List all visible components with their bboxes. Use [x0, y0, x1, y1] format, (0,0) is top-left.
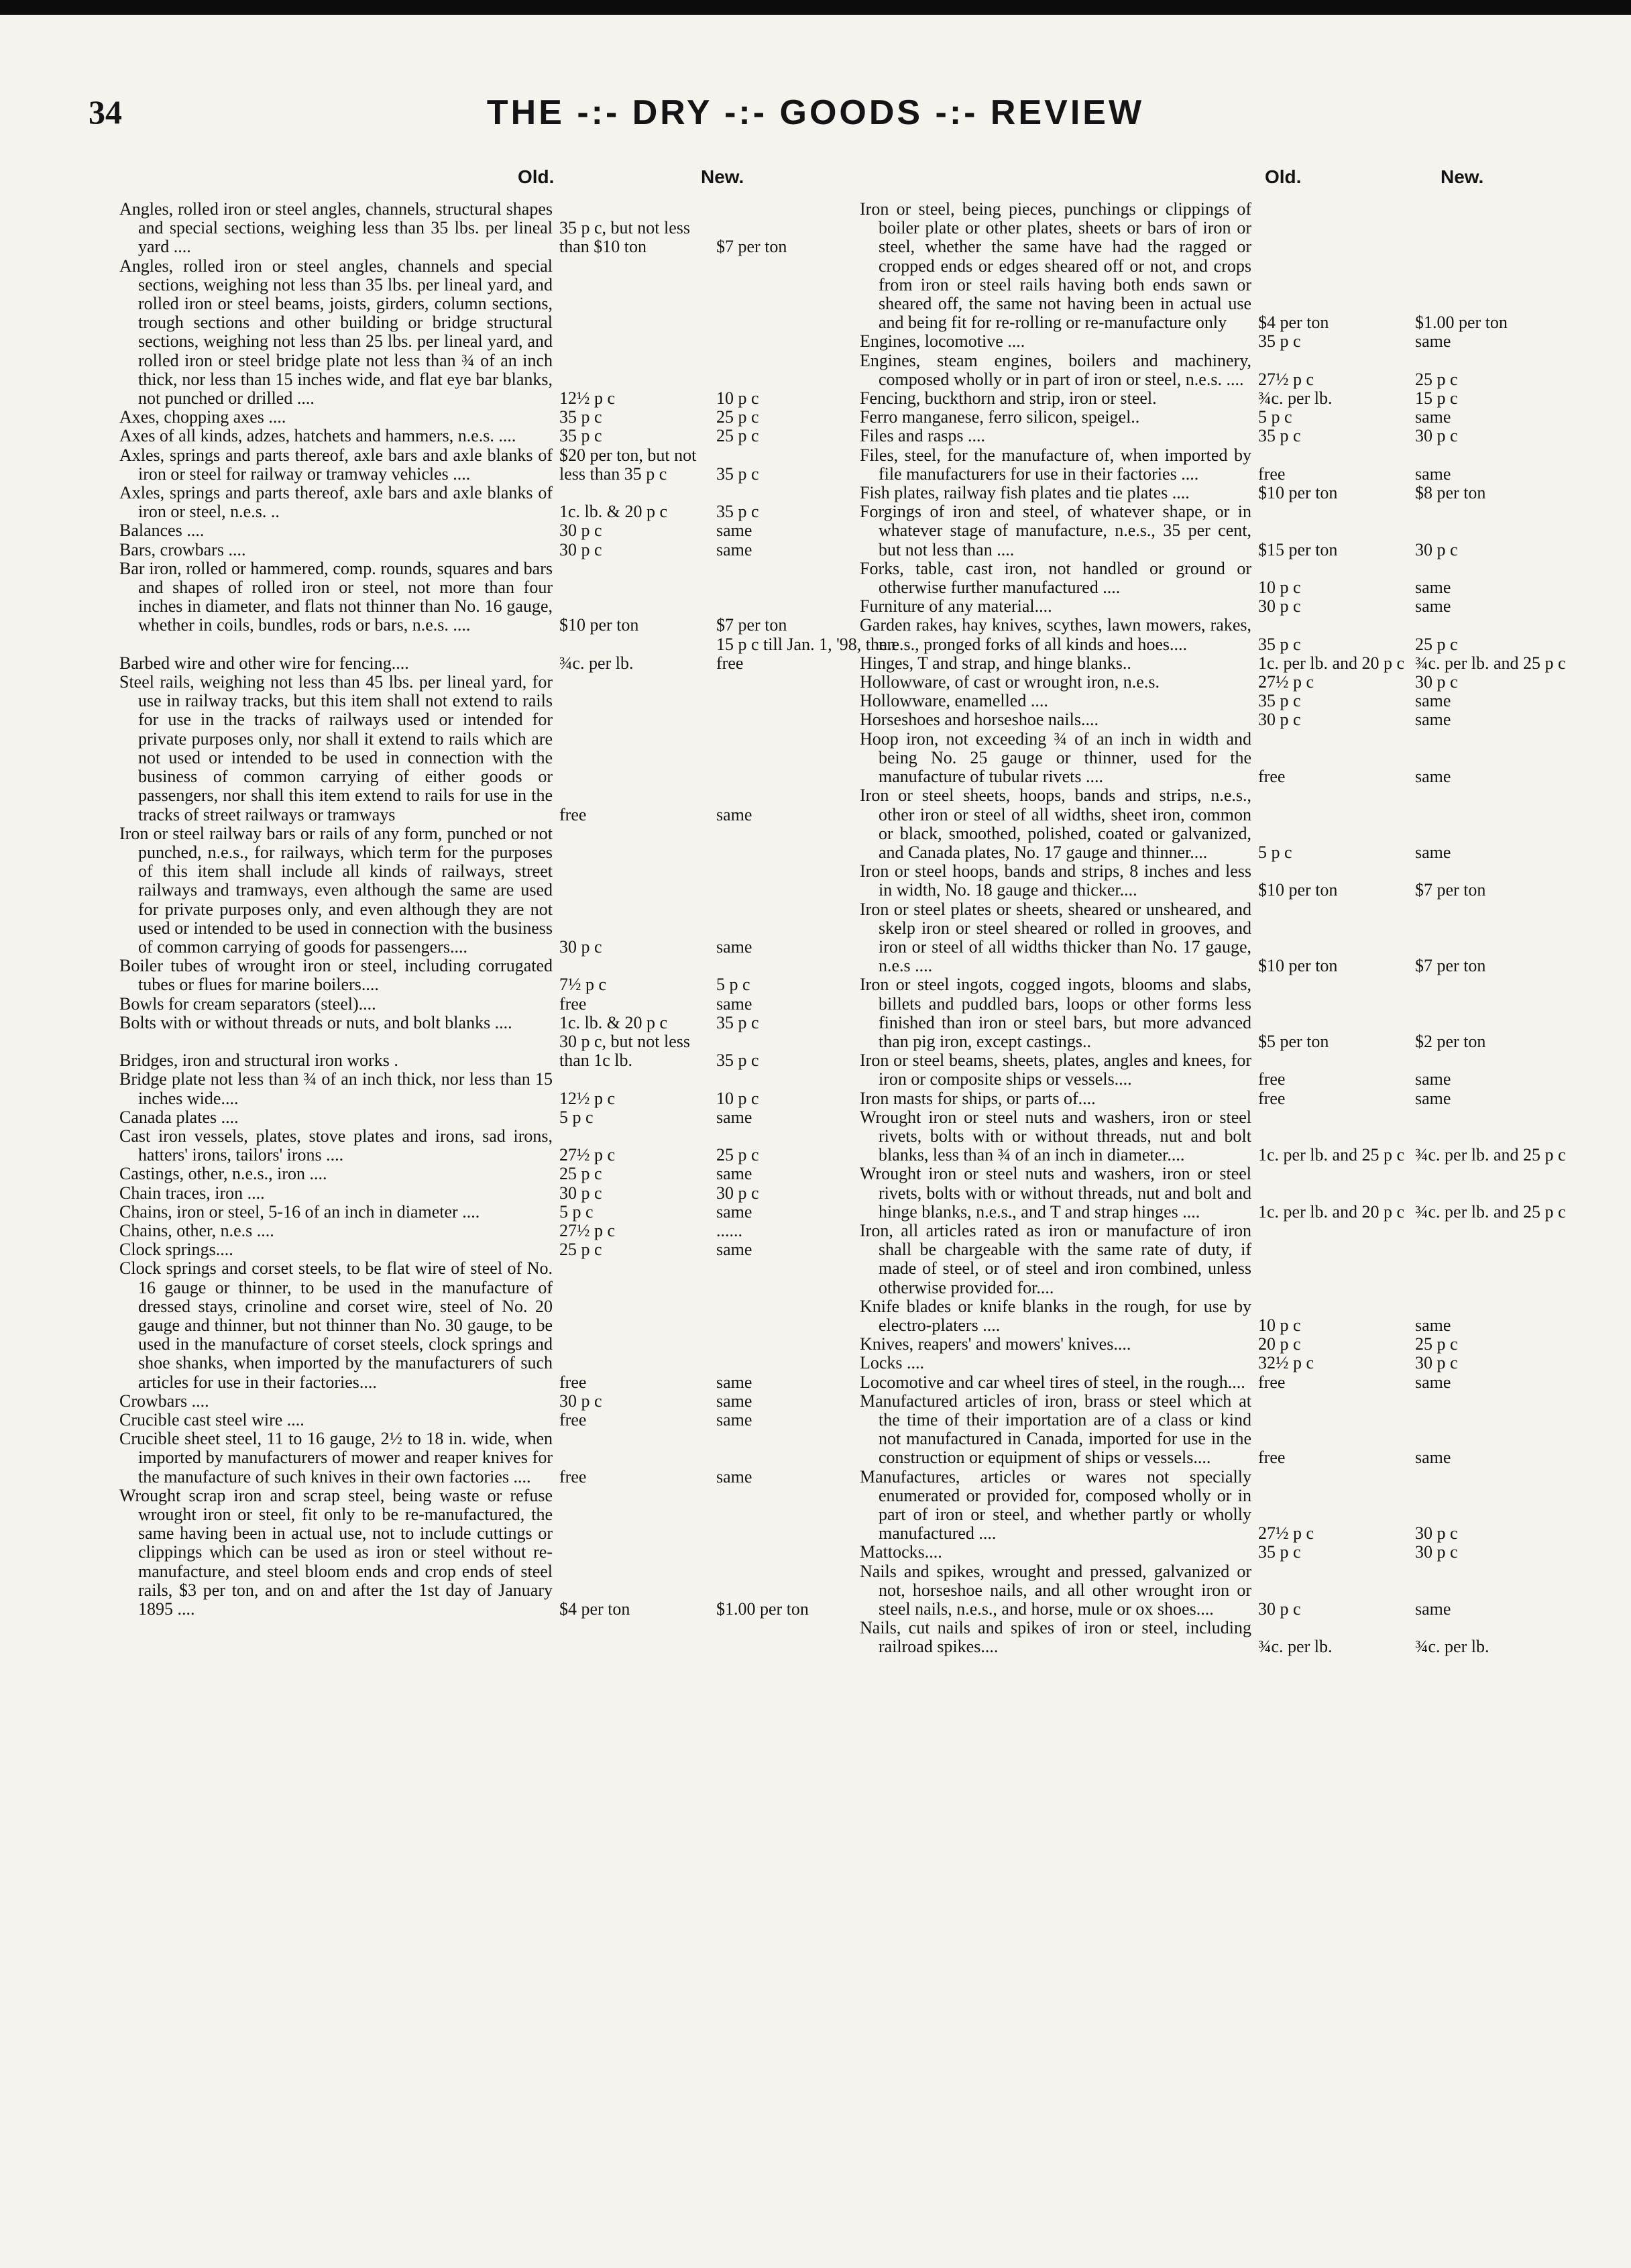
item-description: Fencing, buckthorn and strip, iron or steel.: [860, 388, 1157, 409]
tariff-row: [860, 1335, 1610, 1354]
old-duty: 1c. per lb. and 20 p c: [1258, 653, 1405, 673]
old-duty: 35 p c: [559, 426, 602, 446]
tariff-row: [119, 1108, 904, 1127]
old-duty: 5 p c: [559, 1201, 594, 1222]
new-duty: same: [716, 1240, 752, 1260]
item-description: Hollowware, of cast or wrought iron, n.e.s.: [860, 672, 1160, 692]
left-tariff-column: [119, 200, 904, 1619]
old-duty: 5 p c: [1258, 407, 1292, 427]
new-duty: same: [716, 1201, 752, 1222]
item-description: Fish plates, railway fish plates and tie plates ....: [860, 483, 1190, 503]
new-duty: $8 per ton: [1415, 483, 1486, 503]
item-description: Nails, cut nails and spikes of iron or steel, including railroad spikes....: [860, 1618, 1251, 1657]
tariff-row: [860, 975, 1610, 1051]
left-old-heading: Old.: [518, 166, 555, 187]
tariff-row: [119, 1240, 904, 1259]
tariff-row: [860, 1373, 1610, 1392]
old-duty: ¾c. per lb.: [1258, 388, 1333, 409]
item-description: Angles, rolled iron or steel angles, channels and special sections, weighing not less than 35 lbs. per lineal yard, and rolled iron or steel beams, joists, girders, column sections, trough sections and other building or bridge structural sections, weighing not less than 25 lbs. per lineal yard, and rolled iron or steel bridge plate not less than ¾ of an inch thick, nor less than 15 inches wide, and flat eye bar blanks, not punched or drilled ....: [119, 256, 553, 409]
item-description: Wrought iron or steel nuts and washers, iron or steel rivets, bolts with or without threads, nut and bolt and hinge blanks, n.e.s., and T and strap hinges ....: [860, 1164, 1251, 1222]
new-duty: same: [1415, 1448, 1451, 1468]
tariff-row: [860, 408, 1610, 427]
new-duty: 30 p c: [716, 1183, 759, 1203]
old-duty: 30 p c: [1258, 1599, 1301, 1619]
new-duty: same: [716, 993, 752, 1014]
old-duty: 27½ p c: [1258, 1523, 1314, 1544]
item-description: Axles, springs and parts thereof, axle bars and axle blanks of iron or steel, n.e.s. ..: [119, 483, 553, 522]
tariff-row: [119, 673, 904, 824]
item-description: Cast iron vessels, plates, stove plates and irons, sad irons, hatters' irons, tailors' irons ....: [119, 1126, 553, 1165]
new-duty: same: [1415, 407, 1451, 427]
tariff-row: [119, 484, 904, 521]
old-duty: 1c. per lb. and 20 p c: [1258, 1201, 1405, 1222]
tariff-row: [860, 1392, 1610, 1468]
tariff-row: [860, 332, 1610, 351]
item-description: Axes of all kinds, adzes, hatchets and hammers, n.e.s. ....: [119, 426, 516, 446]
tariff-row: [860, 1051, 1610, 1089]
old-duty: free: [1258, 464, 1286, 484]
item-description: Knife blades or knife blanks in the rough, for use by electro-platers ....: [860, 1296, 1251, 1335]
right-old-heading: Old.: [1265, 166, 1302, 187]
new-duty: 35 p c: [716, 1050, 759, 1071]
tariff-row: [860, 200, 1610, 332]
new-duty: same: [1415, 464, 1451, 484]
item-description: Hoop iron, not exceeding ¾ of an inch in width and being No. 25 gauge or thinner, used for the manufacture of tubular rivets ....: [860, 728, 1251, 787]
new-duty: $7 per ton: [1415, 956, 1486, 976]
item-description: Wrought iron or steel nuts and washers, iron or steel rivets, bolts with or without threads, nut and bolt blanks, less than ¾ of an inch in diameter....: [860, 1107, 1251, 1165]
new-duty: same: [716, 1164, 752, 1184]
item-description: Manufactures, articles or wares not specially enumerated or provided for, composed wholly or in part of iron or steel, and whether partly or wholly manufactured ....: [860, 1466, 1251, 1544]
tariff-row: [860, 1165, 1610, 1222]
old-duty: 5 p c: [1258, 842, 1292, 862]
tariff-row: [860, 654, 1610, 673]
tariff-row: [860, 352, 1610, 389]
new-duty: ......: [716, 1220, 742, 1240]
new-duty: same: [716, 1372, 752, 1392]
tariff-row: [860, 446, 1610, 484]
tariff-row: [860, 1562, 1610, 1619]
item-description: Locomotive and car wheel tires of steel, in the rough....: [860, 1372, 1245, 1392]
old-duty: 35 p c: [1258, 426, 1301, 446]
tariff-row: [860, 559, 1610, 597]
tariff-row: [119, 1203, 904, 1222]
tariff-row: [860, 1354, 1610, 1372]
tariff-row: [119, 824, 904, 957]
new-duty: $7 per ton: [716, 237, 787, 257]
item-description: Files, steel, for the manufacture of, when imported by file manufacturers for use in their factories ....: [860, 445, 1251, 484]
left-new-heading: New.: [701, 166, 744, 187]
scan-top-border: [0, 0, 1631, 15]
tariff-row: [119, 1411, 904, 1429]
item-description: Iron or steel plates or sheets, sheared or unsheared, and skelp iron or steel sheared or rolled in grooves, and iron or steel of all widths thicker than No. 17 gauge, n.e.s ....: [860, 899, 1251, 976]
tariff-row: [119, 559, 904, 635]
old-duty: $20 per ton, but not less than 35 p c: [559, 445, 697, 484]
old-duty: free: [559, 1410, 587, 1429]
old-duty: free: [1258, 1088, 1286, 1108]
new-duty: same: [1415, 1372, 1451, 1392]
old-duty: $5 per ton: [1258, 1031, 1329, 1051]
tariff-row: [119, 427, 904, 445]
tariff-row: [119, 1222, 904, 1240]
item-description: Axes, chopping axes ....: [119, 407, 286, 427]
old-duty: 10 p c: [1258, 1315, 1301, 1335]
tariff-row: [860, 502, 1610, 559]
new-duty: 25 p c: [716, 426, 759, 446]
item-description: Wrought scrap iron and scrap steel, being waste or refuse wrought iron or steel, fit only to be re-manufactured, the same having been in actual use, not to include cuttings or clippings which can be used as iron or steel without re-manufacture, and steel bloom ends and crop ends of steel rails, $3 per ton, and on and after the 1st day of January 1895 ....: [119, 1485, 553, 1619]
old-duty: 5 p c: [559, 1107, 594, 1127]
right-new-heading: New.: [1441, 166, 1484, 187]
new-duty: 10 p c: [716, 1088, 759, 1108]
tariff-row: [119, 1032, 904, 1070]
tariff-row: [119, 408, 904, 427]
new-duty: same: [716, 539, 752, 559]
tariff-row: [119, 200, 904, 257]
item-description: Hollowware, enamelled ....: [860, 691, 1048, 711]
old-duty: 27½ p c: [559, 1220, 616, 1240]
new-duty: 10 p c: [716, 388, 759, 409]
new-duty: $7 per ton: [716, 615, 787, 635]
old-duty: $10 per ton: [559, 615, 639, 635]
old-duty: $10 per ton: [1258, 880, 1338, 900]
item-description: Forgings of iron and steel, of whatever shape, or in whatever stage of manufacture, n.e.s., 35 per cent, but not less than ....: [860, 502, 1251, 559]
new-duty: same: [1415, 578, 1451, 598]
old-duty: 30 p c, but not less than 1c lb.: [559, 1031, 690, 1071]
new-duty: 30 p c: [1415, 1353, 1458, 1373]
old-duty: $10 per ton: [1258, 483, 1338, 503]
old-duty: $4 per ton: [1258, 313, 1329, 333]
item-description: Axles, springs and parts thereof, axle bars and axle blanks of iron or steel for railway or tramway vehicles ....: [119, 445, 553, 484]
new-duty: same: [716, 521, 752, 541]
tariff-row: [119, 1127, 904, 1165]
old-duty: 10 p c: [1258, 578, 1301, 598]
new-duty: same: [716, 804, 752, 824]
new-duty: 5 p c: [716, 975, 750, 995]
new-duty: 30 p c: [1415, 426, 1458, 446]
new-duty: 30 p c: [1415, 1523, 1458, 1544]
new-duty: 30 p c: [1415, 539, 1458, 559]
old-duty: ¾c. per lb.: [559, 653, 634, 673]
old-duty: 1c. lb. & 20 p c: [559, 1012, 668, 1032]
old-duty: 30 p c: [559, 1391, 602, 1411]
new-duty: 25 p c: [716, 1145, 759, 1165]
tariff-row: [119, 1487, 904, 1619]
item-description: Hinges, T and strap, and hinge blanks..: [860, 653, 1131, 673]
tariff-row: [119, 1429, 904, 1487]
item-description: Iron or steel sheets, hoops, bands and strips, n.e.s., other iron or steel of all widths, sheet iron, common or black, smoothed, polished, coated or galvanized, and Canada plates, No. 17 gauge and thinner....: [860, 786, 1251, 862]
old-duty: free: [1258, 1372, 1286, 1392]
tariff-row: [860, 692, 1610, 710]
old-duty: 35 p c: [559, 407, 602, 427]
new-duty: ¾c. per lb.: [1415, 1637, 1489, 1657]
tariff-row: [860, 427, 1610, 445]
item-description: Crucible cast steel wire ....: [119, 1410, 304, 1429]
new-duty: same: [1415, 1069, 1451, 1089]
tariff-row: [860, 389, 1610, 408]
new-duty: 25 p c: [716, 407, 759, 427]
tariff-row: [119, 1184, 904, 1203]
item-description: Chain traces, iron ....: [119, 1183, 265, 1203]
new-duty: 35 p c: [716, 1012, 759, 1032]
new-duty: same: [716, 1410, 752, 1429]
item-description: Knives, reapers' and mowers' knives....: [860, 1334, 1131, 1354]
new-duty: same: [1415, 691, 1451, 711]
old-duty: free: [1258, 1069, 1286, 1089]
old-duty: ¾c. per lb.: [1258, 1637, 1333, 1657]
new-duty: same: [716, 1466, 752, 1487]
new-duty: same: [1415, 331, 1451, 352]
old-duty: 30 p c: [559, 936, 602, 957]
tariff-row: [860, 1297, 1610, 1335]
tariff-row: [860, 484, 1610, 502]
page-number: 34: [89, 93, 122, 131]
old-duty: $4 per ton: [559, 1599, 630, 1619]
new-duty: $1.00 per ton: [1415, 313, 1508, 333]
tariff-row: [119, 1014, 904, 1032]
tariff-row: [119, 957, 904, 994]
tariff-row: [860, 1222, 1610, 1297]
old-duty: 30 p c: [559, 521, 602, 541]
old-duty: free: [559, 993, 587, 1014]
new-duty: 25 p c: [1415, 1334, 1458, 1354]
item-description: Files and rasps ....: [860, 426, 986, 446]
old-duty: 30 p c: [1258, 596, 1301, 616]
right-tariff-column: [860, 200, 1610, 1657]
old-duty: free: [559, 804, 587, 824]
old-duty: 12½ p c: [559, 388, 616, 409]
item-description: Clock springs....: [119, 1240, 233, 1260]
new-duty: same: [1415, 767, 1451, 787]
new-duty: 35 p c: [716, 502, 759, 522]
old-duty: 27½ p c: [1258, 672, 1314, 692]
new-duty: $7 per ton: [1415, 880, 1486, 900]
new-duty: same: [1415, 842, 1451, 862]
new-duty: $2 per ton: [1415, 1031, 1486, 1051]
item-description: Bar iron, rolled or hammered, comp. rounds, squares and bars and shapes of rolled iron or steel, not more than four inches in diameter, and flats not thinner than No. 16 gauge, whether in coils, bundles, rods or bars, n.e.s. ....: [119, 558, 553, 635]
item-description: Bridge plate not less than ¾ of an inch thick, nor less than 15 inches wide....: [119, 1069, 553, 1108]
old-duty: $10 per ton: [1258, 956, 1338, 976]
old-duty: 27½ p c: [1258, 369, 1314, 389]
old-duty: 25 p c: [559, 1240, 602, 1260]
tariff-row: [119, 541, 904, 559]
tariff-row: [860, 1108, 1610, 1165]
item-description: Clock springs and corset steels, to be flat wire of steel of No. 16 gauge or thinner, to be used in the manufacture of dressed stays, crinoline and corset wire, steel of No. 20 gauge and thinner, but not thinner than No. 30 gauge, to be used in the manufacture of corset steels, clock springs and shoe shanks, when imported by the manufacturers of such articles for use in their factories....: [119, 1258, 553, 1392]
new-duty: same: [1415, 596, 1451, 616]
new-duty: same: [1415, 1599, 1451, 1619]
old-duty: 35 p c: [1258, 331, 1301, 352]
new-duty: same: [716, 1391, 752, 1411]
tariff-row: [119, 995, 904, 1014]
item-description: Locks ....: [860, 1353, 925, 1373]
old-duty: 7½ p c: [559, 975, 607, 995]
item-description: Bars, crowbars ....: [119, 539, 246, 559]
new-duty: same: [716, 1107, 752, 1127]
old-duty: 30 p c: [1258, 710, 1301, 730]
old-duty: 35 p c: [1258, 1542, 1301, 1562]
item-description: Iron or steel railway bars or rails of any form, punched or not punched, n.e.s., for railways, which term for the purposes of this item shall include all kinds of railways, street railways and tramways, even although the same are used for private purposes only, and even although they are not used or intended to be used in connection with the business of common carrying of goods for passengers....: [119, 823, 553, 957]
new-duty: 15 p c: [1415, 388, 1458, 409]
old-duty: free: [1258, 767, 1286, 787]
item-description: Bowls for cream separators (steel)....: [119, 993, 376, 1014]
new-duty: 30 p c: [1415, 1542, 1458, 1562]
tariff-row: [860, 900, 1610, 976]
tariff-row: [860, 710, 1610, 729]
item-description: Garden rakes, hay knives, scythes, lawn mowers, rakes, n.e.s., pronged forks of all kinds and hoes....: [860, 615, 1251, 654]
tariff-row: [860, 673, 1610, 692]
item-description: Iron or steel, being pieces, punchings or clippings of boiler plate or other plates, sheets or bars of iron or steel, whether the same have had the ragged or cropped ends or edges sheared off or not, and crops from iron or steel rails having both ends sawn or sheared off, the same not having been in actual use and being fit for re-rolling or re-manufacture only: [860, 199, 1251, 333]
item-description: Iron or steel beams, sheets, plates, angles and knees, for iron or composite ships or vessels....: [860, 1050, 1251, 1089]
item-description: Forks, table, cast iron, not handled or ground or otherwise further manufactured ....: [860, 558, 1251, 598]
new-duty: ¾c. per lb. and 25 p c: [1415, 1145, 1566, 1165]
item-description: Engines, locomotive ....: [860, 331, 1025, 352]
new-duty: ¾c. per lb. and 25 p c: [1415, 1201, 1566, 1222]
new-duty: same: [1415, 710, 1451, 730]
old-duty: 32½ p c: [1258, 1353, 1314, 1373]
old-duty: 30 p c: [559, 539, 602, 559]
item-description: Boiler tubes of wrought iron or steel, including corrugated tubes or flues for marine boilers....: [119, 956, 553, 995]
page-title: THE -:- DRY -:- GOODS -:- REVIEW: [486, 93, 1145, 132]
new-duty: same: [716, 936, 752, 957]
old-duty: 25 p c: [559, 1164, 602, 1184]
tariff-row: [119, 635, 904, 673]
item-description: Furniture of any material....: [860, 596, 1052, 616]
old-duty: free: [1258, 1448, 1286, 1468]
tariff-row: [860, 1619, 1610, 1656]
new-duty: 15 p c till Jan. 1, '98, then free: [716, 634, 896, 673]
tariff-row: [860, 1543, 1610, 1562]
old-duty: 35 p c, but not less than $10 ton: [559, 218, 690, 257]
tariff-row: [860, 786, 1610, 862]
tariff-row: [119, 1070, 904, 1108]
new-duty: ¾c. per lb. and 25 p c: [1415, 653, 1566, 673]
item-description: Bolts with or without threads or nuts, and bolt blanks ....: [119, 1012, 512, 1032]
new-duty: $1.00 per ton: [716, 1599, 809, 1619]
item-description: Iron or steel ingots, cogged ingots, blooms and slabs, billets and puddled bars, loops or other forms less finished than iron or steel bars, but more advanced than pig iron, except castings..: [860, 975, 1251, 1051]
old-duty: 20 p c: [1258, 1334, 1301, 1354]
item-description: Steel rails, weighing not less than 45 lbs. per lineal yard, for use in railway tracks, but this item shall not extend to rails for use in the tracks of railways used or intended for private purposes only, nor shall it extend to rails which are not used or intended to be used in connection with the business of common carrying of either goods or passengers, nor shall this item extend to rails for use in the tracks of street railways or tramways: [119, 672, 553, 824]
item-description: Iron, all articles rated as iron or manufacture of iron shall be chargeable with the same rate of duty, if made of steel, or of steel and iron combined, unless otherwise provided for....: [860, 1220, 1251, 1297]
item-description: Horseshoes and horseshoe nails....: [860, 710, 1099, 730]
new-duty: 25 p c: [1415, 634, 1458, 654]
old-duty: 35 p c: [1258, 691, 1301, 711]
tariff-row: [119, 1165, 904, 1183]
tariff-row: [119, 521, 904, 540]
tariff-row: [860, 1089, 1610, 1108]
new-duty: same: [1415, 1088, 1451, 1108]
item-description: Engines, steam engines, boilers and machinery, composed wholly or in part of iron or steel, n.e.s. ....: [860, 350, 1251, 389]
item-description: Crucible sheet steel, 11 to 16 gauge, 2½ to 18 in. wide, when imported by manufacturers of mower and reaper knives for the manufacture of such knives in their own factories ....: [119, 1429, 553, 1487]
item-description: Nails and spikes, wrought and pressed, galvanized or not, horseshoe nails, and all other wrought iron or steel nails, n.e.s., and horse, mule or ox shoes....: [860, 1561, 1251, 1619]
new-duty: same: [1415, 1315, 1451, 1335]
new-duty: 35 p c: [716, 464, 759, 484]
item-description: Iron masts for ships, or parts of....: [860, 1088, 1096, 1108]
old-duty: 35 p c: [1258, 634, 1301, 654]
old-duty: 27½ p c: [559, 1145, 616, 1165]
tariff-row: [860, 597, 1610, 616]
old-duty: free: [559, 1466, 587, 1487]
item-description: Barbed wire and other wire for fencing....: [119, 653, 409, 673]
item-description: Mattocks....: [860, 1542, 942, 1562]
tariff-row: [119, 257, 904, 409]
tariff-row: [860, 1468, 1610, 1544]
old-duty: 30 p c: [559, 1183, 602, 1203]
item-description: Iron or steel hoops, bands and strips, 8 inches and less in width, No. 18 gauge and thicker....: [860, 861, 1251, 900]
old-duty: 12½ p c: [559, 1088, 616, 1108]
item-description: Bridges, iron and structural iron works .: [119, 1050, 398, 1071]
item-description: Chains, iron or steel, 5-16 of an inch in diameter ....: [119, 1201, 480, 1222]
tariff-row: [860, 616, 1610, 653]
tariff-row: [119, 446, 904, 484]
item-description: Balances ....: [119, 521, 205, 541]
old-duty: free: [559, 1372, 587, 1392]
item-description: Crowbars ....: [119, 1391, 209, 1411]
item-description: Canada plates ....: [119, 1107, 239, 1127]
old-duty: $15 per ton: [1258, 539, 1338, 559]
new-duty: 30 p c: [1415, 672, 1458, 692]
tariff-row: [860, 862, 1610, 900]
page-header: [0, 86, 1631, 146]
item-description: Castings, other, n.e.s., iron ....: [119, 1164, 327, 1184]
tariff-row: [119, 1259, 904, 1391]
new-duty: 25 p c: [1415, 369, 1458, 389]
item-description: Chains, other, n.e.s ....: [119, 1220, 274, 1240]
old-duty: 1c. per lb. and 25 p c: [1258, 1145, 1405, 1165]
item-description: Manufactured articles of iron, brass or steel which at the time of their importation are of a class or kind not manufactured in Canada, imported for use in the construction or equipment of ships or vessels....: [860, 1391, 1251, 1468]
tariff-row: [119, 1392, 904, 1411]
item-description: Angles, rolled iron or steel angles, channels, structural shapes and special sections, weighing less than 35 lbs. per lineal yard ....: [119, 199, 553, 257]
old-duty: 1c. lb. & 20 p c: [559, 502, 668, 522]
item-description: Ferro manganese, ferro silicon, speigel..: [860, 407, 1140, 427]
tariff-row: [860, 730, 1610, 787]
